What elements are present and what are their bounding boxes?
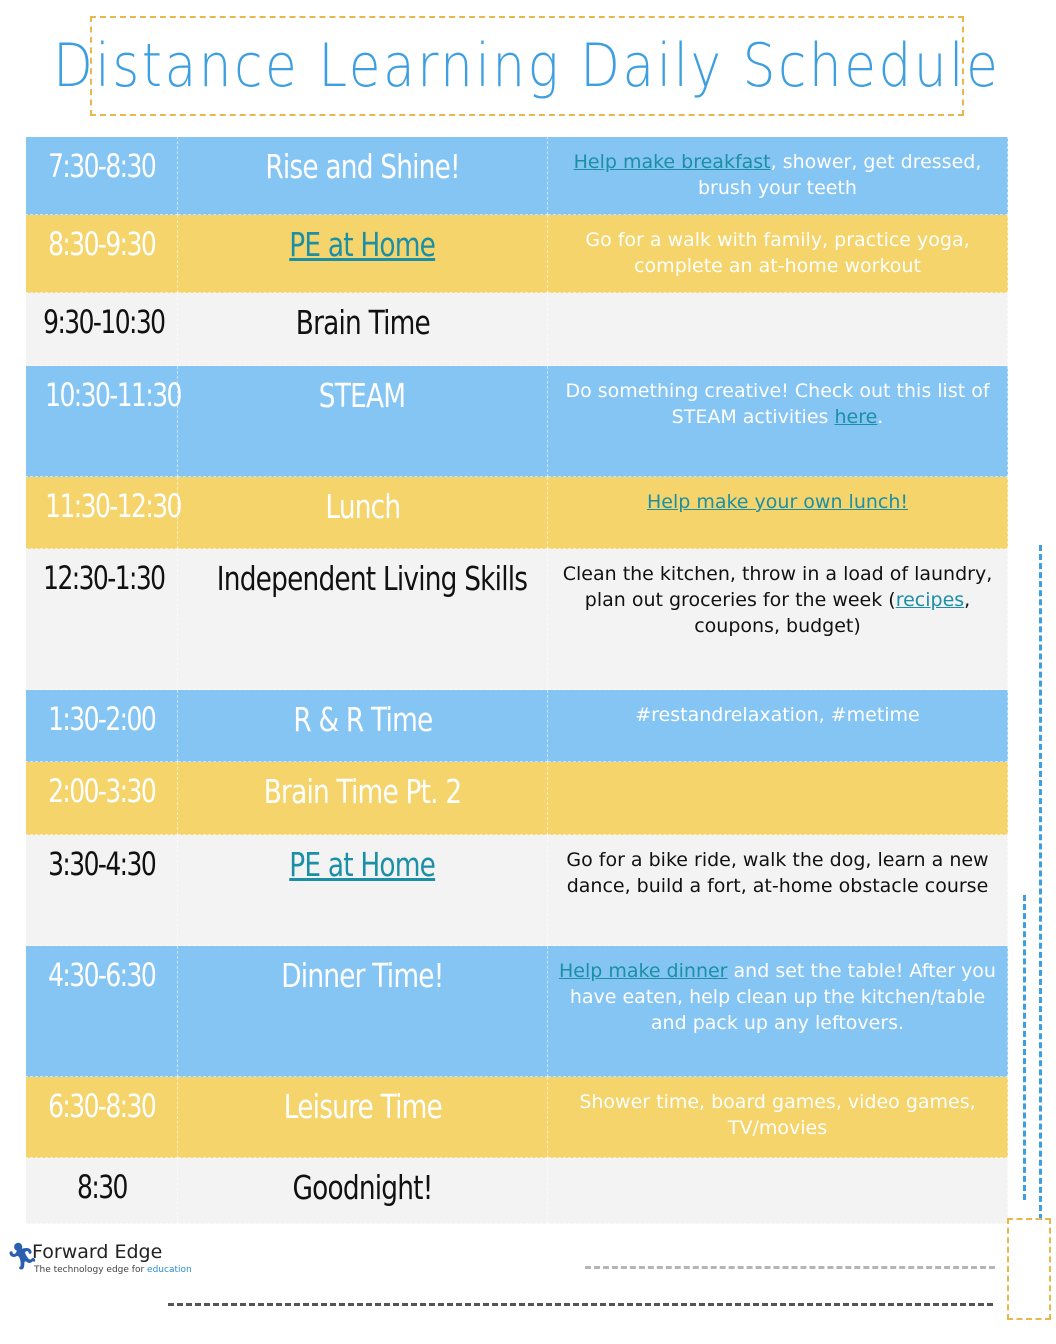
description-cell (548, 946, 1008, 1077)
description-text: . (877, 406, 884, 428)
activity-label: Brain Time Pt. 2 (263, 772, 462, 811)
schedule-row (26, 549, 1008, 690)
activity-cell (178, 690, 548, 762)
activity-cell (178, 366, 548, 477)
description-cell (548, 366, 1008, 477)
activity-cell (178, 137, 548, 215)
time-label: 8:30 (76, 1168, 127, 1206)
schedule-row (26, 690, 1008, 762)
decorative-dashed-line (585, 1266, 995, 1269)
time-label: 1:30-2:00 (47, 700, 156, 738)
time-label: 7:30-8:30 (47, 147, 156, 185)
schedule-table (25, 136, 1008, 1224)
decorative-dashed-line (1023, 895, 1026, 1200)
description-link[interactable]: Help make dinner (559, 960, 728, 982)
logo-brand: Forward Edge (32, 1241, 163, 1263)
description-cell (548, 1077, 1008, 1158)
time-label: 6:30-8:30 (47, 1087, 156, 1125)
time-label: 3:30-4:30 (47, 845, 156, 883)
schedule-row (26, 293, 1008, 366)
time-cell (26, 549, 178, 690)
schedule-row (26, 215, 1008, 293)
activity-cell (178, 477, 548, 549)
description-text: and set the table! After you have eaten, help clean up the kitchen/table and pack up any leftovers. (569, 960, 996, 1034)
activity-label: Brain Time (295, 303, 430, 342)
activity-label: Rise and Shine! (265, 147, 460, 186)
schedule-row (26, 1077, 1008, 1158)
description-text: Shower time, board games, video games, TV/movies (579, 1091, 976, 1139)
schedule-row (26, 366, 1008, 477)
time-label: 4:30-6:30 (47, 956, 156, 994)
time-cell (26, 1158, 178, 1224)
time-cell (26, 293, 178, 366)
decorative-dashed-line (1039, 545, 1042, 1220)
schedule-row (26, 137, 1008, 215)
activity-cell (178, 1077, 548, 1158)
description-cell (548, 215, 1008, 293)
time-cell (26, 477, 181, 549)
description-cell (548, 137, 1008, 215)
activity-cell (178, 1158, 548, 1224)
schedule-row (26, 762, 1008, 835)
description-cell (548, 690, 1008, 762)
schedule-row (26, 1158, 1008, 1224)
time-cell (26, 946, 178, 1077)
activity-label: Goodnight! (292, 1168, 433, 1207)
time-label: 2:00-3:30 (47, 772, 156, 810)
description-cell (548, 293, 1008, 366)
activity-label: Independent Living Skills (216, 559, 528, 598)
time-cell (26, 762, 178, 835)
logo-tagline-highlight: education (147, 1265, 192, 1275)
activity-label: R & R Time (292, 700, 433, 739)
logo-tagline (34, 1265, 192, 1275)
time-cell (26, 366, 181, 477)
description-text: Go for a bike ride, walk the dog, learn a new dance, build a fort, at-home obstacle course (566, 849, 989, 897)
description-text: Do something creative! Check out this list of STEAM activities (565, 380, 990, 428)
schedule-row (26, 477, 1008, 549)
activity-cell (178, 549, 548, 690)
description-text: , coupons, budget) (694, 589, 971, 637)
forward-edge-logo (6, 1238, 192, 1282)
description-text: #restandrelaxation, #metime (635, 704, 920, 726)
schedule-row (26, 946, 1008, 1077)
description-cell (548, 477, 1008, 549)
time-label: 8:30-9:30 (47, 225, 156, 263)
activity-cell (178, 215, 548, 293)
description-link[interactable]: recipes (895, 589, 965, 611)
time-cell (26, 1077, 178, 1158)
description-link[interactable]: here (834, 406, 878, 428)
schedule-body (26, 137, 1008, 1224)
description-cell (548, 762, 1008, 835)
time-cell (26, 215, 178, 293)
time-cell (26, 137, 178, 215)
description-text: Go for a walk with family, practice yoga, complete an at-home workout (585, 229, 970, 277)
time-label: 9:30-10:30 (43, 303, 165, 341)
decorative-dashed-line (168, 1303, 993, 1306)
time-cell (26, 835, 178, 946)
activity-label: Dinner Time! (281, 956, 444, 995)
activity-cell (178, 835, 548, 946)
activity-cell (178, 946, 548, 1077)
description-cell (548, 1158, 1008, 1224)
time-label: 10:30-11:30 (45, 376, 181, 414)
logo-tagline-text: The technology edge for (34, 1265, 148, 1275)
description-text: Clean the kitchen, throw in a load of laundry, plan out groceries for the week ( (562, 563, 993, 611)
runner-icon: 🏃︎ (6, 1242, 40, 1272)
description-cell (548, 835, 1008, 946)
activity-label: STEAM (319, 376, 406, 415)
activity-label: Lunch (325, 487, 400, 526)
activity-label: Leisure Time (283, 1087, 442, 1126)
activity-cell (178, 762, 548, 835)
decorative-dashed-box (1007, 1218, 1051, 1320)
schedule-row (26, 835, 1008, 946)
description-link[interactable]: Help make breakfast (573, 151, 771, 173)
activity-link[interactable]: PE at Home (289, 845, 436, 884)
title-box (53, 16, 1001, 116)
description-text: , shower, get dressed, brush your teeth (698, 151, 982, 199)
activity-link[interactable]: PE at Home (289, 225, 436, 264)
description-link[interactable]: Help make your own lunch! (646, 491, 909, 513)
description-cell (548, 549, 1008, 690)
time-label: 12:30-1:30 (43, 559, 165, 597)
page-title: Distance Learning Daily Schedule (53, 31, 1001, 101)
time-label: 11:30-12:30 (45, 487, 181, 525)
time-cell (26, 690, 178, 762)
activity-cell (178, 293, 548, 366)
